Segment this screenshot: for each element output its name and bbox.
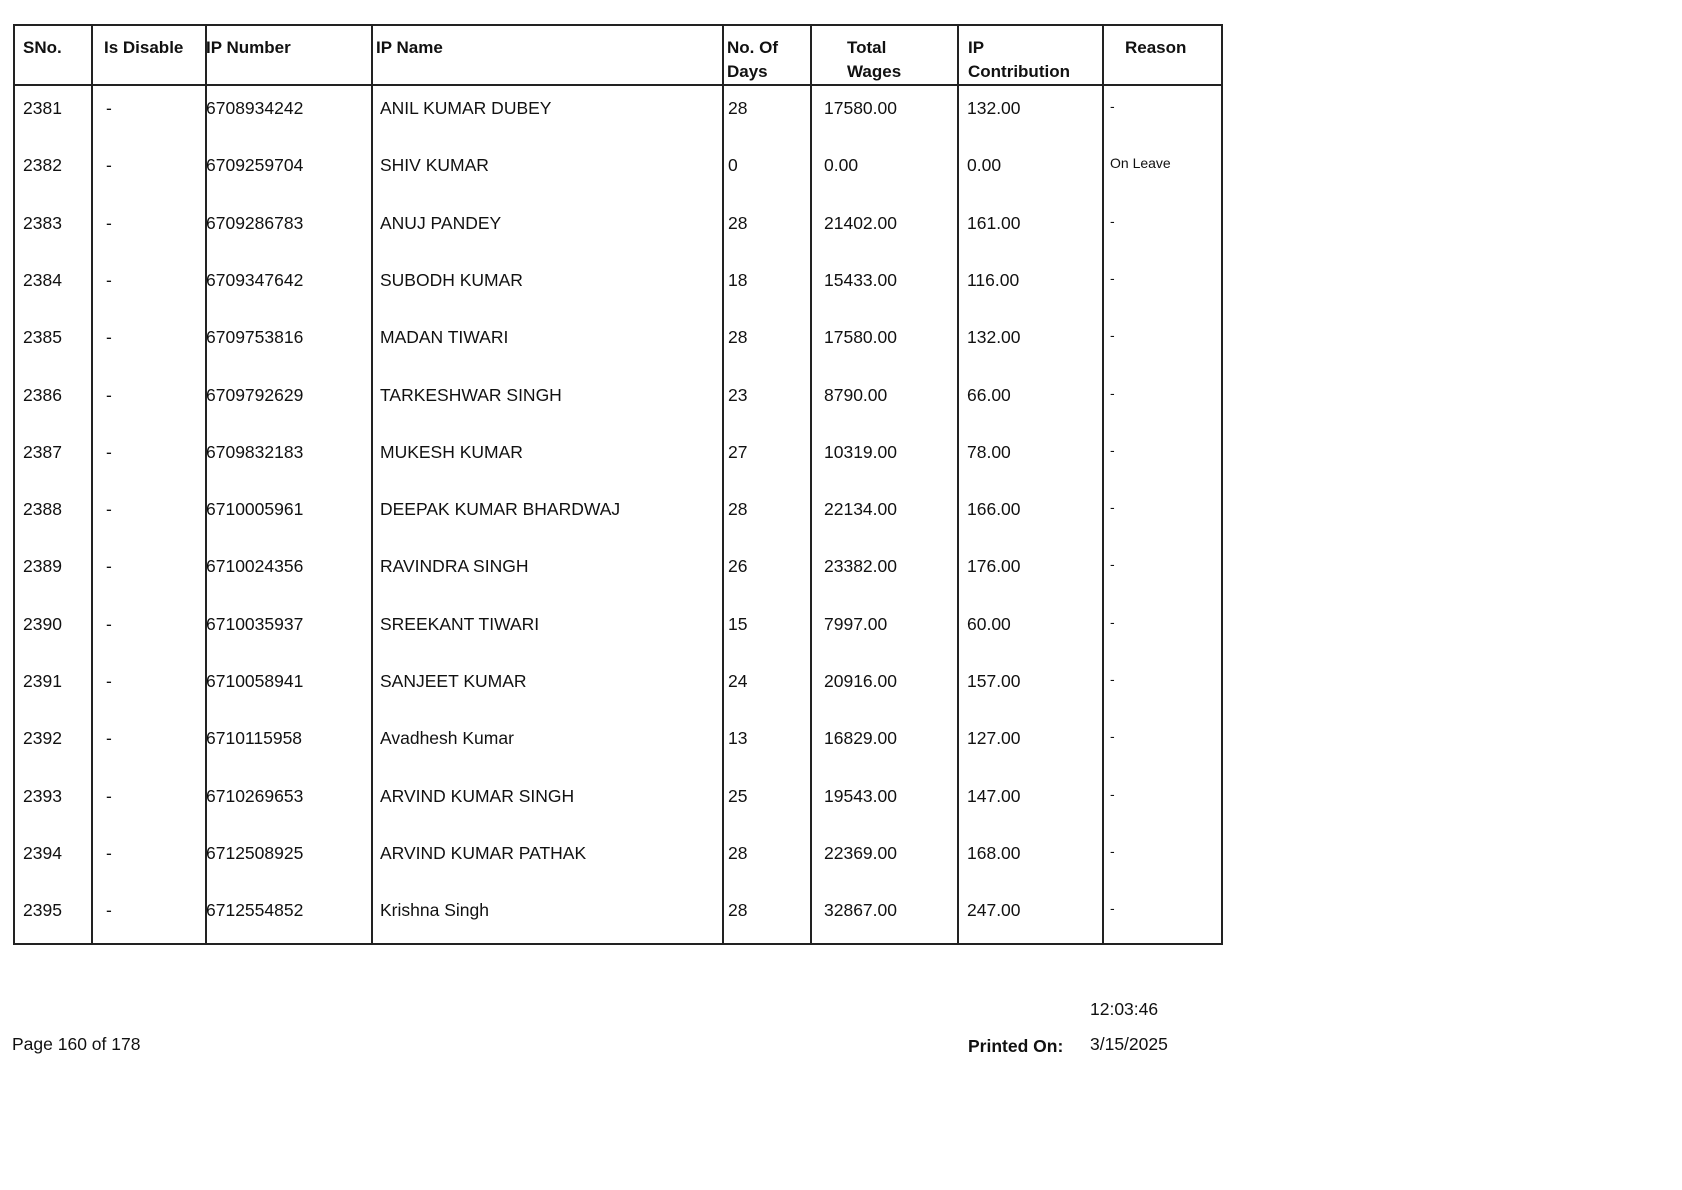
header-is-disable bbox=[104, 36, 183, 60]
cell-ip-number: 6709259704 bbox=[206, 155, 304, 176]
cell-days: 18 bbox=[728, 269, 748, 290]
cell-ip-number: 6710005961 bbox=[206, 499, 304, 520]
cell-is-disable: - bbox=[106, 212, 112, 233]
cell-ip-name: SREEKANT TIWARI bbox=[380, 613, 540, 634]
print-date: 3/15/2025 bbox=[1090, 1034, 1168, 1054]
cell-ip-name: MUKESH KUMAR bbox=[380, 441, 523, 462]
cell-days: 26 bbox=[728, 556, 748, 577]
cell-sno: 2389 bbox=[23, 556, 62, 577]
cell-total-wages: 22369.00 bbox=[824, 842, 897, 863]
cell-is-disable: - bbox=[106, 155, 112, 176]
header-days-line: Days bbox=[727, 62, 768, 81]
column-divider bbox=[722, 26, 724, 943]
cell-sno: 2394 bbox=[23, 842, 62, 863]
cell-is-disable: - bbox=[106, 785, 112, 806]
printed-on-label: Printed On: bbox=[968, 1036, 1064, 1056]
cell-total-wages: 20916.00 bbox=[824, 671, 897, 691]
cell-total-wages: 0.00 bbox=[824, 155, 859, 176]
cell-ip-number: 6709792629 bbox=[206, 384, 304, 405]
header-ip-number-line: IP Number bbox=[206, 38, 291, 57]
cell-ip-contribution: 176.00 bbox=[967, 556, 1021, 577]
header-ip-name-line: IP Name bbox=[376, 38, 443, 57]
cell-ip-name: SUBODH KUMAR bbox=[380, 269, 523, 290]
column-divider bbox=[957, 26, 959, 943]
cell-sno: 2385 bbox=[23, 327, 62, 348]
cell-ip-contribution: 66.00 bbox=[967, 384, 1011, 405]
cell-days: 28 bbox=[728, 900, 748, 921]
cell-ip-name: TARKESHWAR SINGH bbox=[380, 384, 562, 405]
cell-days: 13 bbox=[728, 728, 748, 749]
cell-is-disable: - bbox=[106, 499, 112, 520]
cell-days: 28 bbox=[728, 212, 748, 233]
cell-reason: On Leave bbox=[1110, 155, 1171, 172]
cell-ip-name: MADAN TIWARI bbox=[380, 327, 509, 348]
cell-days: 28 bbox=[728, 499, 748, 520]
cell-ip-number: 6709286783 bbox=[206, 212, 304, 233]
cell-ip-number: 6710024356 bbox=[206, 556, 304, 577]
column-divider bbox=[371, 26, 373, 943]
cell-reason: - bbox=[1110, 269, 1115, 286]
header-ip-number bbox=[206, 36, 291, 60]
cell-is-disable: - bbox=[106, 842, 112, 863]
cell-reason: - bbox=[1110, 499, 1115, 516]
cell-ip-name: SHIV KUMAR bbox=[380, 155, 489, 176]
cell-ip-name: Avadhesh Kumar bbox=[380, 728, 514, 749]
cell-sno: 2391 bbox=[23, 671, 62, 691]
cell-ip-contribution: 147.00 bbox=[967, 785, 1021, 806]
cell-ip-name: Krishna Singh bbox=[380, 900, 489, 921]
header-total-wages-line: Wages bbox=[847, 62, 902, 81]
cell-ip-number: 6710058941 bbox=[206, 671, 304, 691]
cell-ip-contribution: 78.00 bbox=[967, 441, 1011, 462]
cell-is-disable: - bbox=[106, 441, 112, 462]
cell-ip-contribution: 60.00 bbox=[967, 613, 1011, 634]
cell-ip-name: ARVIND KUMAR PATHAK bbox=[380, 842, 587, 863]
cell-ip-contribution: 247.00 bbox=[967, 900, 1021, 921]
cell-reason: - bbox=[1110, 98, 1115, 114]
cell-reason: - bbox=[1110, 556, 1115, 573]
cell-total-wages: 15433.00 bbox=[824, 269, 897, 290]
cell-total-wages: 17580.00 bbox=[824, 327, 897, 348]
cell-days: 28 bbox=[728, 98, 748, 118]
cell-sno: 2382 bbox=[23, 155, 62, 176]
cell-reason: - bbox=[1110, 384, 1115, 401]
cell-reason: - bbox=[1110, 728, 1115, 745]
cell-reason: - bbox=[1110, 327, 1115, 344]
cell-reason: - bbox=[1110, 785, 1115, 802]
cell-is-disable: - bbox=[106, 556, 112, 577]
cell-days: 0 bbox=[728, 155, 738, 176]
cell-total-wages: 8790.00 bbox=[824, 384, 888, 405]
cell-sno: 2390 bbox=[23, 613, 62, 634]
cell-days: 25 bbox=[728, 785, 748, 806]
header-reason bbox=[1125, 36, 1186, 60]
cell-is-disable: - bbox=[106, 98, 112, 118]
cell-ip-name: ANUJ PANDEY bbox=[380, 212, 502, 233]
header-ip-contribution-line: Contribution bbox=[968, 62, 1070, 81]
cell-reason: - bbox=[1110, 613, 1115, 630]
cell-total-wages: 17580.00 bbox=[824, 98, 897, 118]
column-divider bbox=[1102, 26, 1104, 943]
cell-ip-contribution: 132.00 bbox=[967, 327, 1021, 348]
cell-reason: - bbox=[1110, 671, 1115, 687]
cell-ip-number: 6712554852 bbox=[206, 900, 304, 921]
cell-ip-number: 6709832183 bbox=[206, 441, 304, 462]
cell-ip-contribution: 127.00 bbox=[967, 728, 1021, 749]
cell-is-disable: - bbox=[106, 613, 112, 634]
employee-contribution-table bbox=[13, 24, 1223, 945]
header-is-disable-line: Is Disable bbox=[104, 38, 184, 57]
cell-ip-name: DEEPAK KUMAR BHARDWAJ bbox=[380, 499, 621, 520]
header-reason-line: Reason bbox=[1125, 38, 1187, 57]
cell-days: 24 bbox=[728, 671, 748, 691]
cell-sno: 2381 bbox=[23, 98, 62, 118]
header-total-wages-line: Total bbox=[847, 38, 887, 57]
cell-reason: - bbox=[1110, 212, 1115, 229]
cell-sno: 2395 bbox=[23, 900, 62, 921]
cell-is-disable: - bbox=[106, 384, 112, 405]
cell-ip-name: ARVIND KUMAR SINGH bbox=[380, 785, 575, 806]
cell-ip-name: ANIL KUMAR DUBEY bbox=[380, 98, 552, 118]
print-time: 12:03:46 bbox=[1090, 999, 1159, 1019]
header-days bbox=[727, 36, 778, 84]
header-ip-contribution bbox=[968, 36, 1070, 84]
cell-ip-number: 6710115958 bbox=[206, 728, 303, 749]
cell-ip-number: 6712508925 bbox=[206, 842, 304, 863]
cell-sno: 2393 bbox=[23, 785, 62, 806]
header-sno-line: SNo. bbox=[23, 38, 62, 57]
cell-days: 28 bbox=[728, 842, 748, 863]
cell-total-wages: 16829.00 bbox=[824, 728, 897, 749]
cell-ip-contribution: 157.00 bbox=[967, 671, 1021, 691]
cell-ip-contribution: 166.00 bbox=[967, 499, 1021, 520]
cell-total-wages: 7997.00 bbox=[824, 613, 888, 634]
page-number: Page 160 of 178 bbox=[12, 1034, 141, 1054]
header-total-wages bbox=[847, 36, 901, 84]
header-days-line: No. Of bbox=[727, 38, 778, 57]
header-ip-contribution-line: IP bbox=[968, 38, 985, 57]
cell-total-wages: 19543.00 bbox=[824, 785, 897, 806]
cell-ip-contribution: 161.00 bbox=[967, 212, 1021, 233]
cell-sno: 2388 bbox=[23, 499, 62, 520]
cell-reason: - bbox=[1110, 441, 1115, 458]
cell-total-wages: 22134.00 bbox=[824, 499, 897, 520]
cell-ip-number: 6709753816 bbox=[206, 327, 304, 348]
cell-ip-contribution: 168.00 bbox=[967, 842, 1021, 863]
cell-total-wages: 21402.00 bbox=[824, 212, 897, 233]
cell-is-disable: - bbox=[106, 269, 112, 290]
cell-ip-number: 6710035937 bbox=[206, 613, 304, 634]
cell-total-wages: 32867.00 bbox=[824, 900, 897, 921]
cell-ip-name: RAVINDRA SINGH bbox=[380, 556, 529, 577]
cell-days: 28 bbox=[728, 327, 748, 348]
cell-sno: 2387 bbox=[23, 441, 62, 462]
column-divider bbox=[91, 26, 93, 943]
cell-is-disable: - bbox=[106, 671, 112, 691]
cell-ip-name: SANJEET KUMAR bbox=[380, 671, 527, 691]
cell-ip-number: 6708934242 bbox=[206, 98, 304, 118]
cell-reason: - bbox=[1110, 842, 1115, 859]
cell-ip-number: 6710269653 bbox=[206, 785, 304, 806]
header-sno bbox=[23, 36, 62, 60]
cell-total-wages: 23382.00 bbox=[824, 556, 897, 577]
cell-days: 23 bbox=[728, 384, 748, 405]
cell-ip-contribution: 0.00 bbox=[967, 155, 1002, 176]
cell-days: 27 bbox=[728, 441, 748, 462]
cell-sno: 2384 bbox=[23, 269, 62, 290]
header-ip-name bbox=[376, 36, 443, 60]
header-divider bbox=[15, 84, 1221, 86]
column-divider bbox=[810, 26, 812, 943]
cell-ip-number: 6709347642 bbox=[206, 269, 304, 290]
cell-reason: - bbox=[1110, 900, 1115, 917]
cell-is-disable: - bbox=[106, 900, 112, 921]
cell-ip-contribution: 116.00 bbox=[967, 269, 1020, 290]
cell-sno: 2383 bbox=[23, 212, 62, 233]
cell-sno: 2392 bbox=[23, 728, 62, 749]
cell-sno: 2386 bbox=[23, 384, 62, 405]
cell-days: 15 bbox=[728, 613, 748, 634]
cell-is-disable: - bbox=[106, 327, 112, 348]
cell-is-disable: - bbox=[106, 728, 112, 749]
cell-total-wages: 10319.00 bbox=[824, 441, 897, 462]
cell-ip-contribution: 132.00 bbox=[967, 98, 1021, 118]
